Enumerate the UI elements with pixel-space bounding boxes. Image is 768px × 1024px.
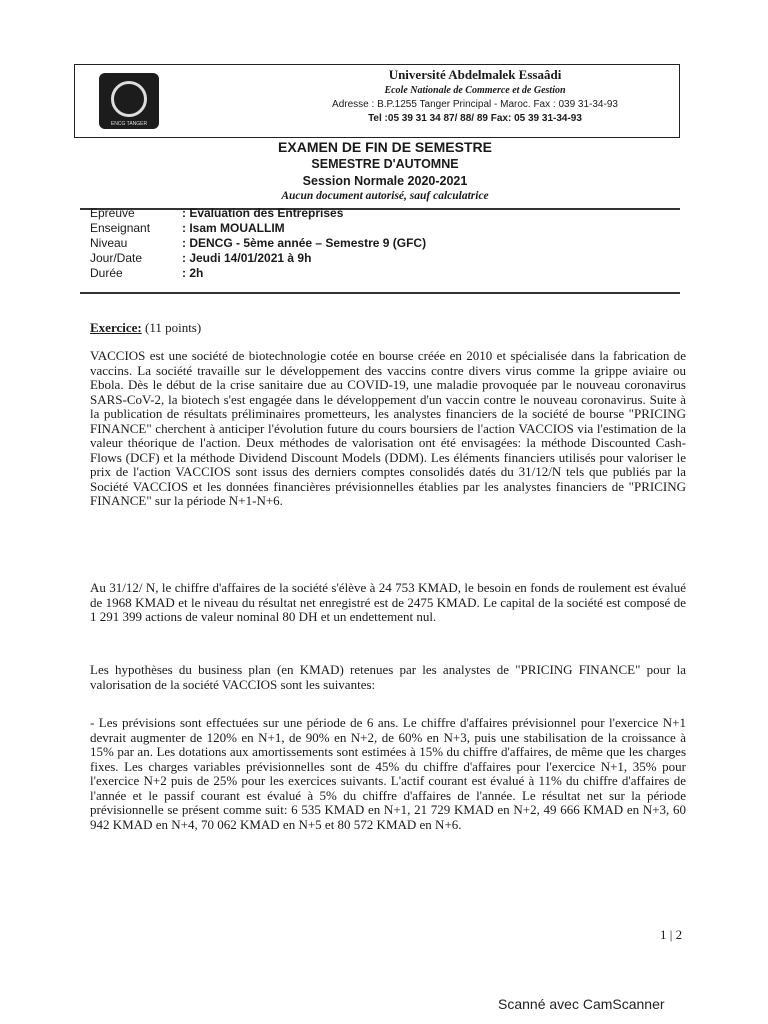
paragraph-intro: VACCIOS est une société de biotechnologie cotée en bourse créée en 2010 et spécialisée dans la fabrication de vaccins. La société travaille sur le développement des vaccins contre divers virus comme la grippe aviaire ou Ebola. Dès le début de la crise sanitaire due au COVID-19, une maladie provoquée par le nouveau coronavirus SARS-CoV-2, la biotech s'est engagée dans le développement d'un vaccin contre le nouveau coronavirus. Suite à la publication de résultats préliminaires prometteurs, les analystes financiers de la société de bourse "PRICING FINANCE" cherchent à anticiper l'évolution future du cours boursiers de l'action VACCIOS via l'estimation de la valeur théorique de l'action. Deux méthodes de valorisation ont été envisagées: la méthode Discounted Cash-Flows (DCF) et la méthode Dividend Discount Models (DDM). Les éléments financiers utilisés pour valoriser le prix de l'action VACCIOS sont issus des derniers comptes consolidés datés du 31/12/N tels que publiés par la Société VACCIOS et les données financières prévisionnelles établies par les analystes financiers de "PRICING FINANCE" sur la période N+1-N+6. [90, 348, 686, 508]
paragraph-forecasts: - Les prévisions sont effectuées sur une période de 6 ans. Le chiffre d'affaires prévisionnel pour l'exercice N+1 devrait augmenter de 120% en N+1, de 90% en N+2, de 60% en N+3, puis une stabilisation de la croissance à 15% par an. Les dotations aux amortissements sont estimées à 15% du chiffre d'affaires, de même que les charges fixes. Les charges variables prévisionnelles sont de 45% du chiffre d'affaires pour l'exercice N+1, 35% pour l'exercice N+2 puis de 25% pour les exercices suivants. L'actif courant est évalué à 11% du chiffre d'affaires de l'année et le passif courant est évalué à 5% du chiffre d'affaires de l'année. Le résultat net sur la période prévisionnelle se présent comme suit: 6 535 KMAD en N+1, 21 729 KMAD en N+2, 49 666 KMAD en N+3, 60 942 KMAD en N+4, 70 062 KMAD en N+5 et 80 572 KMAD en N+6. [90, 715, 686, 832]
info-value: : DENCG - 5ème année – Semestre 9 (GFC) [182, 236, 427, 250]
exam-note: Aucun document autorisé, sauf calculatrice [281, 190, 489, 202]
paragraph-financials: Au 31/12/ N, le chiffre d'affaires de la société s'élève à 24 753 KMAD, le besoin en fonds de roulement est évalué de 1968 KMAD et le niveau du résultat net enregistré est de 2475 KMAD. Le capital de la société est composé de 1 291 399 actions de valeur nominal 80 DH et un endettement nul. [90, 580, 686, 624]
info-value: : 2h [182, 266, 204, 280]
school-logo [99, 73, 159, 129]
logo-emblem-icon [111, 81, 147, 117]
info-value: : Isam MOUALLIM [182, 221, 285, 235]
paragraph-hypotheses: Les hypothèses du business plan (en KMAD) retenues par les analystes de "PRICING FINANCE" pour la valorisation de la société VACCIOS sont les suivantes: [90, 662, 686, 692]
semester-title: SEMESTRE D'AUTOMNE [311, 157, 459, 171]
info-label: Epreuve [90, 206, 135, 220]
exercise-title: Exercice: [90, 320, 142, 335]
session-title: Session Normale 2020-2021 [302, 174, 468, 188]
address-line: Adresse : B.P.1255 Tanger Principal - Maroc. Fax : 039 31-34-93 [332, 99, 618, 110]
school-name: Ecole Nationale de Commerce et de Gestion [384, 85, 566, 96]
scanner-watermark: Scanné avec CamScanner [498, 996, 665, 1012]
divider-bottom [80, 292, 680, 294]
exam-title: EXAMEN DE FIN DE SEMESTRE [278, 139, 492, 155]
logo-text: ENCG TANGER [110, 121, 148, 127]
header-box [74, 64, 680, 138]
info-label: Niveau [90, 236, 128, 250]
info-value: : Jeudi 14/01/2021 à 9h [182, 251, 312, 265]
exercise-points: (11 points) [144, 320, 202, 335]
tel-line: Tel :05 39 31 34 87/ 88/ 89 Fax: 05 39 31-34-93 [368, 113, 582, 124]
info-value: : Evaluation des Entreprises [182, 206, 344, 220]
page-number: 1 | 2 [660, 927, 683, 942]
info-label: Enseignant [90, 221, 151, 235]
exercise-heading [90, 320, 201, 336]
info-label: Durée [90, 266, 123, 280]
info-label: Jour/Date [90, 251, 143, 265]
university-name: Université Abdelmalek Essaâdi [388, 67, 562, 82]
